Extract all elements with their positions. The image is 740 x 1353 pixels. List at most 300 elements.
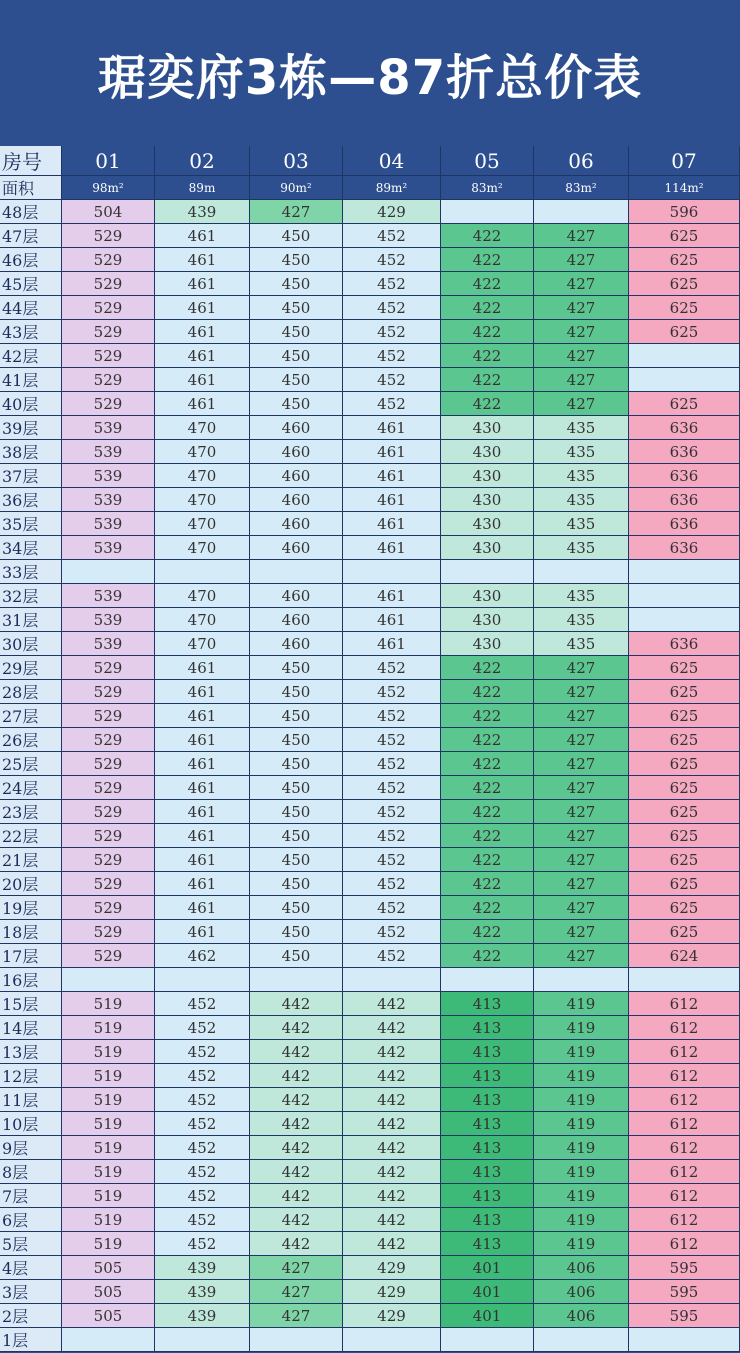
price-cell: 452 bbox=[343, 296, 441, 320]
price-cell bbox=[629, 608, 740, 632]
price-cell: 427 bbox=[534, 872, 629, 896]
price-cell bbox=[343, 1328, 441, 1352]
price-cell: 430 bbox=[441, 440, 534, 464]
price-cell: 505 bbox=[62, 1280, 155, 1304]
price-cell: 539 bbox=[62, 536, 155, 560]
price-cell: 427 bbox=[250, 1280, 343, 1304]
price-cell: 452 bbox=[343, 776, 441, 800]
price-cell: 435 bbox=[534, 608, 629, 632]
floor-label: 34层 bbox=[0, 536, 62, 560]
price-cell: 429 bbox=[343, 1280, 441, 1304]
price-cell: 450 bbox=[250, 776, 343, 800]
price-cell: 450 bbox=[250, 224, 343, 248]
price-cell: 422 bbox=[441, 872, 534, 896]
unit-header: 06 bbox=[534, 146, 629, 176]
price-cell: 505 bbox=[62, 1256, 155, 1280]
price-cell: 430 bbox=[441, 632, 534, 656]
price-cell: 612 bbox=[629, 1208, 740, 1232]
price-cell: 450 bbox=[250, 392, 343, 416]
area-header: 83m² bbox=[441, 176, 534, 200]
price-cell: 442 bbox=[250, 1088, 343, 1112]
price-cell: 452 bbox=[155, 1040, 250, 1064]
price-cell: 612 bbox=[629, 1112, 740, 1136]
price-cell: 529 bbox=[62, 872, 155, 896]
price-cell: 422 bbox=[441, 824, 534, 848]
table-row bbox=[0, 1328, 740, 1352]
price-cell: 452 bbox=[343, 344, 441, 368]
price-cell: 461 bbox=[155, 368, 250, 392]
table-row bbox=[0, 392, 740, 416]
price-cell: 519 bbox=[62, 992, 155, 1016]
table-row bbox=[0, 1280, 740, 1304]
price-cell: 519 bbox=[62, 1160, 155, 1184]
price-cell: 413 bbox=[441, 1208, 534, 1232]
price-cell: 422 bbox=[441, 224, 534, 248]
price-cell: 413 bbox=[441, 992, 534, 1016]
price-cell: 450 bbox=[250, 704, 343, 728]
price-cell: 625 bbox=[629, 656, 740, 680]
price-cell: 625 bbox=[629, 896, 740, 920]
price-cell: 406 bbox=[534, 1256, 629, 1280]
price-cell: 422 bbox=[441, 320, 534, 344]
price-cell: 442 bbox=[343, 1040, 441, 1064]
price-cell bbox=[534, 200, 629, 224]
price-cell: 422 bbox=[441, 368, 534, 392]
price-cell: 450 bbox=[250, 752, 343, 776]
floor-label: 16层 bbox=[0, 968, 62, 992]
price-cell bbox=[534, 560, 629, 584]
price-cell: 419 bbox=[534, 1064, 629, 1088]
price-cell: 427 bbox=[250, 1256, 343, 1280]
floor-label: 6层 bbox=[0, 1208, 62, 1232]
table-row bbox=[0, 848, 740, 872]
price-cell: 419 bbox=[534, 1088, 629, 1112]
price-cell: 529 bbox=[62, 824, 155, 848]
table-row bbox=[0, 344, 740, 368]
floor-label: 9层 bbox=[0, 1136, 62, 1160]
price-cell: 529 bbox=[62, 848, 155, 872]
price-cell: 427 bbox=[534, 248, 629, 272]
price-cell: 413 bbox=[441, 1160, 534, 1184]
unit-header: 07 bbox=[629, 146, 740, 176]
price-cell: 419 bbox=[534, 1016, 629, 1040]
price-cell bbox=[62, 968, 155, 992]
floor-label: 21层 bbox=[0, 848, 62, 872]
price-cell: 519 bbox=[62, 1040, 155, 1064]
price-cell: 413 bbox=[441, 1136, 534, 1160]
price-cell: 519 bbox=[62, 1064, 155, 1088]
price-cell: 427 bbox=[534, 896, 629, 920]
price-cell: 435 bbox=[534, 512, 629, 536]
floor-label: 32层 bbox=[0, 584, 62, 608]
price-cell: 442 bbox=[250, 1160, 343, 1184]
price-cell: 452 bbox=[343, 800, 441, 824]
price-cell: 450 bbox=[250, 728, 343, 752]
price-cell: 422 bbox=[441, 344, 534, 368]
price-cell: 429 bbox=[343, 200, 441, 224]
unit-header-label: 房号 bbox=[0, 146, 62, 176]
price-cell: 430 bbox=[441, 488, 534, 512]
table-row bbox=[0, 1208, 740, 1232]
table-row bbox=[0, 1088, 740, 1112]
price-cell bbox=[250, 560, 343, 584]
floor-label: 17层 bbox=[0, 944, 62, 968]
price-cell: 461 bbox=[155, 728, 250, 752]
price-cell: 442 bbox=[343, 1208, 441, 1232]
area-header: 90m² bbox=[250, 176, 343, 200]
floor-label: 18层 bbox=[0, 920, 62, 944]
price-cell: 625 bbox=[629, 680, 740, 704]
floor-label: 40层 bbox=[0, 392, 62, 416]
price-cell: 452 bbox=[343, 872, 441, 896]
price-cell: 596 bbox=[629, 200, 740, 224]
price-cell: 460 bbox=[250, 512, 343, 536]
price-cell: 460 bbox=[250, 464, 343, 488]
price-cell: 625 bbox=[629, 848, 740, 872]
floor-label: 8层 bbox=[0, 1160, 62, 1184]
table-row bbox=[0, 968, 740, 992]
area-header: 114m² bbox=[629, 176, 740, 200]
price-cell: 427 bbox=[534, 776, 629, 800]
price-cell: 461 bbox=[343, 536, 441, 560]
price-cell: 612 bbox=[629, 1088, 740, 1112]
floor-label: 13层 bbox=[0, 1040, 62, 1064]
price-cell: 529 bbox=[62, 752, 155, 776]
price-cell: 470 bbox=[155, 440, 250, 464]
price-cell: 636 bbox=[629, 488, 740, 512]
price-cell: 461 bbox=[155, 776, 250, 800]
price-cell: 450 bbox=[250, 320, 343, 344]
price-cell: 450 bbox=[250, 896, 343, 920]
price-cell: 422 bbox=[441, 296, 534, 320]
price-cell: 419 bbox=[534, 992, 629, 1016]
price-cell bbox=[155, 1328, 250, 1352]
price-cell bbox=[250, 968, 343, 992]
table-row bbox=[0, 776, 740, 800]
price-cell: 422 bbox=[441, 392, 534, 416]
price-cell: 452 bbox=[155, 1064, 250, 1088]
floor-label: 44层 bbox=[0, 296, 62, 320]
price-cell: 529 bbox=[62, 296, 155, 320]
price-cell: 430 bbox=[441, 584, 534, 608]
price-cell: 625 bbox=[629, 920, 740, 944]
price-cell: 419 bbox=[534, 1136, 629, 1160]
price-cell: 435 bbox=[534, 584, 629, 608]
price-cell: 452 bbox=[155, 1088, 250, 1112]
price-cell: 442 bbox=[250, 1112, 343, 1136]
price-cell: 442 bbox=[250, 1064, 343, 1088]
price-cell: 427 bbox=[534, 824, 629, 848]
table-row bbox=[0, 728, 740, 752]
price-cell: 461 bbox=[155, 704, 250, 728]
table-row bbox=[0, 272, 740, 296]
price-cell: 461 bbox=[155, 392, 250, 416]
area-header: 98m² bbox=[62, 176, 155, 200]
price-cell bbox=[629, 368, 740, 392]
price-cell bbox=[155, 560, 250, 584]
table-row bbox=[0, 896, 740, 920]
floor-label: 30层 bbox=[0, 632, 62, 656]
price-cell bbox=[629, 560, 740, 584]
floor-label: 3层 bbox=[0, 1280, 62, 1304]
price-cell bbox=[343, 968, 441, 992]
table-row bbox=[0, 1136, 740, 1160]
price-cell: 529 bbox=[62, 776, 155, 800]
table-row bbox=[0, 440, 740, 464]
table-row bbox=[0, 1304, 740, 1328]
price-cell: 612 bbox=[629, 992, 740, 1016]
floor-label: 31层 bbox=[0, 608, 62, 632]
price-cell: 442 bbox=[343, 1160, 441, 1184]
price-cell: 470 bbox=[155, 512, 250, 536]
floor-label: 5层 bbox=[0, 1232, 62, 1256]
price-cell: 427 bbox=[534, 272, 629, 296]
price-cell: 419 bbox=[534, 1112, 629, 1136]
price-cell: 430 bbox=[441, 464, 534, 488]
table-row bbox=[0, 464, 740, 488]
unit-header: 02 bbox=[155, 146, 250, 176]
price-cell: 529 bbox=[62, 920, 155, 944]
price-cell: 450 bbox=[250, 800, 343, 824]
price-cell: 452 bbox=[155, 1232, 250, 1256]
price-cell: 413 bbox=[441, 1064, 534, 1088]
price-cell: 461 bbox=[343, 488, 441, 512]
price-cell: 452 bbox=[343, 704, 441, 728]
price-cell: 461 bbox=[155, 296, 250, 320]
price-cell bbox=[441, 200, 534, 224]
price-cell: 427 bbox=[534, 680, 629, 704]
price-cell: 422 bbox=[441, 704, 534, 728]
floor-label: 14层 bbox=[0, 1016, 62, 1040]
price-cell: 612 bbox=[629, 1136, 740, 1160]
price-cell: 460 bbox=[250, 440, 343, 464]
table-row bbox=[0, 416, 740, 440]
price-cell: 529 bbox=[62, 248, 155, 272]
price-cell: 452 bbox=[343, 272, 441, 296]
price-cell: 430 bbox=[441, 536, 534, 560]
floor-label: 29层 bbox=[0, 656, 62, 680]
price-cell: 422 bbox=[441, 896, 534, 920]
price-cell: 529 bbox=[62, 944, 155, 968]
price-cell: 529 bbox=[62, 272, 155, 296]
table-row bbox=[0, 800, 740, 824]
price-cell: 442 bbox=[250, 1184, 343, 1208]
price-cell: 461 bbox=[343, 608, 441, 632]
table-row bbox=[0, 608, 740, 632]
price-cell: 460 bbox=[250, 608, 343, 632]
price-cell: 430 bbox=[441, 608, 534, 632]
price-cell: 450 bbox=[250, 680, 343, 704]
price-cell: 529 bbox=[62, 224, 155, 248]
floor-label: 24层 bbox=[0, 776, 62, 800]
price-cell: 442 bbox=[343, 1184, 441, 1208]
price-cell: 452 bbox=[343, 752, 441, 776]
price-cell: 529 bbox=[62, 896, 155, 920]
price-cell: 401 bbox=[441, 1280, 534, 1304]
table-row bbox=[0, 824, 740, 848]
price-cell: 450 bbox=[250, 824, 343, 848]
floor-label: 12层 bbox=[0, 1064, 62, 1088]
price-cell: 529 bbox=[62, 800, 155, 824]
price-cell: 442 bbox=[250, 1232, 343, 1256]
floor-label: 33层 bbox=[0, 560, 62, 584]
price-cell: 439 bbox=[155, 1256, 250, 1280]
price-cell: 452 bbox=[155, 1112, 250, 1136]
price-cell bbox=[441, 1328, 534, 1352]
price-cell: 442 bbox=[343, 1064, 441, 1088]
price-cell: 419 bbox=[534, 1232, 629, 1256]
price-cell: 461 bbox=[155, 680, 250, 704]
price-cell: 450 bbox=[250, 344, 343, 368]
floor-label: 4层 bbox=[0, 1256, 62, 1280]
table-body bbox=[0, 200, 740, 1352]
price-cell: 422 bbox=[441, 800, 534, 824]
price-cell: 452 bbox=[155, 1208, 250, 1232]
price-cell: 452 bbox=[155, 1136, 250, 1160]
price-table bbox=[0, 146, 740, 1352]
price-cell: 461 bbox=[155, 320, 250, 344]
table-row bbox=[0, 296, 740, 320]
price-cell: 625 bbox=[629, 776, 740, 800]
price-cell: 636 bbox=[629, 512, 740, 536]
price-cell: 460 bbox=[250, 536, 343, 560]
price-cell: 429 bbox=[343, 1256, 441, 1280]
price-cell: 427 bbox=[534, 704, 629, 728]
price-cell: 452 bbox=[343, 824, 441, 848]
price-cell: 422 bbox=[441, 680, 534, 704]
unit-header-row bbox=[0, 146, 740, 176]
price-cell: 442 bbox=[343, 1088, 441, 1112]
price-cell: 625 bbox=[629, 224, 740, 248]
price-cell: 612 bbox=[629, 1160, 740, 1184]
price-cell: 439 bbox=[155, 200, 250, 224]
unit-header: 03 bbox=[250, 146, 343, 176]
price-cell: 529 bbox=[62, 728, 155, 752]
floor-label: 35层 bbox=[0, 512, 62, 536]
price-cell: 450 bbox=[250, 248, 343, 272]
area-header: 89m bbox=[155, 176, 250, 200]
floor-label: 10层 bbox=[0, 1112, 62, 1136]
price-cell: 452 bbox=[155, 1184, 250, 1208]
floor-label: 41层 bbox=[0, 368, 62, 392]
price-cell: 519 bbox=[62, 1184, 155, 1208]
price-cell: 539 bbox=[62, 416, 155, 440]
area-header: 83m² bbox=[534, 176, 629, 200]
price-cell: 452 bbox=[343, 248, 441, 272]
floor-label: 25层 bbox=[0, 752, 62, 776]
price-cell: 442 bbox=[343, 992, 441, 1016]
price-cell: 461 bbox=[343, 440, 441, 464]
price-cell: 413 bbox=[441, 1184, 534, 1208]
price-cell: 422 bbox=[441, 248, 534, 272]
price-cell: 461 bbox=[155, 896, 250, 920]
table-row bbox=[0, 992, 740, 1016]
price-cell: 427 bbox=[534, 344, 629, 368]
floor-label: 43层 bbox=[0, 320, 62, 344]
floor-label: 36层 bbox=[0, 488, 62, 512]
price-cell: 470 bbox=[155, 464, 250, 488]
price-cell: 439 bbox=[155, 1280, 250, 1304]
price-cell: 539 bbox=[62, 488, 155, 512]
price-cell: 470 bbox=[155, 536, 250, 560]
table-row bbox=[0, 1016, 740, 1040]
price-cell: 636 bbox=[629, 632, 740, 656]
price-cell: 595 bbox=[629, 1304, 740, 1328]
table-row bbox=[0, 752, 740, 776]
price-cell: 413 bbox=[441, 1088, 534, 1112]
price-cell: 422 bbox=[441, 776, 534, 800]
price-cell: 450 bbox=[250, 920, 343, 944]
price-cell: 625 bbox=[629, 320, 740, 344]
price-cell: 452 bbox=[343, 944, 441, 968]
floor-label: 39层 bbox=[0, 416, 62, 440]
area-header: 89m² bbox=[343, 176, 441, 200]
price-cell: 442 bbox=[343, 1136, 441, 1160]
price-cell: 452 bbox=[343, 920, 441, 944]
price-cell: 429 bbox=[343, 1304, 441, 1328]
area-header-label: 面积 bbox=[0, 176, 62, 200]
price-cell: 452 bbox=[343, 368, 441, 392]
floor-label: 38层 bbox=[0, 440, 62, 464]
price-cell bbox=[62, 1328, 155, 1352]
price-cell: 422 bbox=[441, 944, 534, 968]
price-cell: 442 bbox=[250, 1136, 343, 1160]
price-cell: 636 bbox=[629, 440, 740, 464]
floor-label: 47层 bbox=[0, 224, 62, 248]
price-cell bbox=[629, 968, 740, 992]
price-cell: 452 bbox=[155, 1016, 250, 1040]
price-cell: 442 bbox=[343, 1016, 441, 1040]
price-cell: 442 bbox=[250, 1040, 343, 1064]
price-cell: 519 bbox=[62, 1232, 155, 1256]
price-cell: 625 bbox=[629, 872, 740, 896]
table-row bbox=[0, 944, 740, 968]
price-cell: 452 bbox=[343, 656, 441, 680]
price-cell: 422 bbox=[441, 656, 534, 680]
price-cell: 519 bbox=[62, 1112, 155, 1136]
unit-header: 05 bbox=[441, 146, 534, 176]
price-cell: 636 bbox=[629, 416, 740, 440]
price-cell: 442 bbox=[250, 992, 343, 1016]
price-cell: 595 bbox=[629, 1256, 740, 1280]
price-cell: 460 bbox=[250, 488, 343, 512]
price-cell: 452 bbox=[343, 224, 441, 248]
floor-label: 7层 bbox=[0, 1184, 62, 1208]
price-cell: 442 bbox=[343, 1232, 441, 1256]
price-cell: 413 bbox=[441, 1232, 534, 1256]
price-cell: 461 bbox=[155, 272, 250, 296]
price-cell: 636 bbox=[629, 464, 740, 488]
price-cell: 419 bbox=[534, 1184, 629, 1208]
price-cell: 413 bbox=[441, 1016, 534, 1040]
price-cell: 427 bbox=[534, 320, 629, 344]
price-cell: 419 bbox=[534, 1208, 629, 1232]
price-cell: 450 bbox=[250, 656, 343, 680]
price-cell: 539 bbox=[62, 608, 155, 632]
price-cell: 422 bbox=[441, 752, 534, 776]
price-cell: 529 bbox=[62, 368, 155, 392]
table-row bbox=[0, 488, 740, 512]
price-cell: 427 bbox=[534, 800, 629, 824]
table-row bbox=[0, 1232, 740, 1256]
price-cell: 430 bbox=[441, 416, 534, 440]
price-cell: 427 bbox=[534, 848, 629, 872]
price-cell: 427 bbox=[534, 752, 629, 776]
price-cell: 435 bbox=[534, 440, 629, 464]
price-cell: 435 bbox=[534, 488, 629, 512]
table-row bbox=[0, 1256, 740, 1280]
price-cell: 435 bbox=[534, 464, 629, 488]
